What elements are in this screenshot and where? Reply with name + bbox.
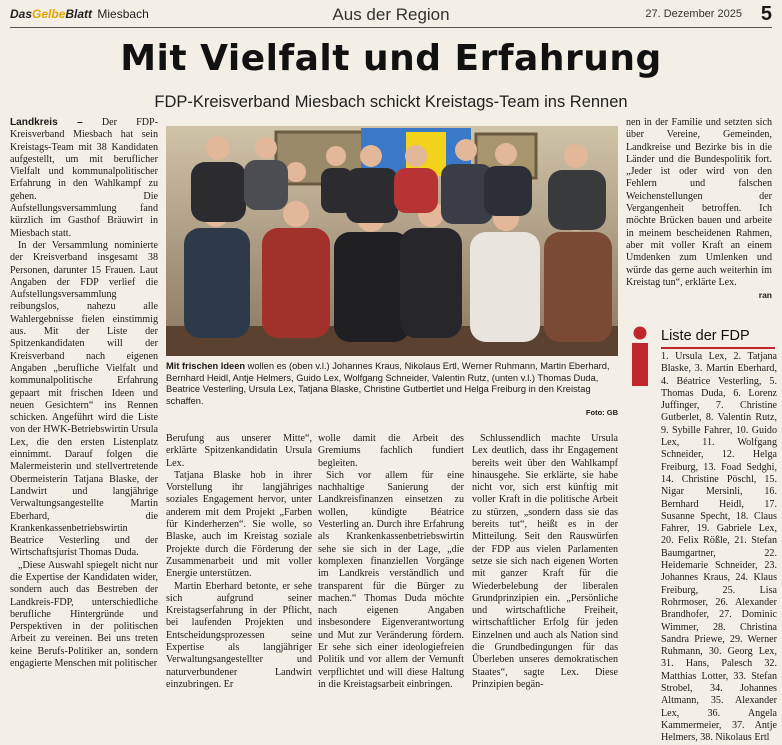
caption-lead: Mit frischen Ideen — [166, 361, 246, 371]
photo-credit: Foto: GB — [585, 407, 618, 417]
info-i-icon — [629, 326, 651, 386]
edition-city: Miesbach — [97, 7, 149, 21]
list-divider — [661, 347, 775, 349]
dateline: Landkreis – — [10, 117, 83, 128]
article-subheadline: FDP-Kreisverband Miesbach schickt Kreistags-Team ins Rennen — [154, 93, 628, 111]
article-column-3: wolle damit die Arbeit des Gremiums fachlich fundiert begleiten. Sich vor allem für eine nachhaltige Sanierung der Landkreisfinanzen einsetzen zu wollen, kündigte Béatrice Vesterling an. Durch ihre Erfahrung als Krankenkassenbetriebswirtin sehe sie sich in der Lage, „die komplexen finanziellen Vorgänge im Landkreis verständlich und transparent für die Bürger zu machen.“ Thomas Duda möchte nach eigenen Angaben insbesondere Eigenverantwortung und Mut zur Veränderung fördern. Er sehe sich einer ideologiefreien Politik und vor allem der Vernunft verpflichtet und will diese Haltung in die Kreistagsarbeit einbringen. — [318, 433, 464, 690]
article-column-2: Berufung aus unserer Mitte“, erklärte Spitzenkandidatin Ursula Lex. Tatjana Blaske hob in ihrer Vorstellung ihr langjähriges soziales Engagement hervor, unter anderem mit dem Projekt „Farben für Kinderherzen“. Sie wolle, so Blaske, auch im Kreistag soziale Projekte durch die Förderung der Zusammenarbeit und mit voller Energie unterstützen. Martin Eberhard betonte, er sehe sich aufgrund seiner Kreistagserfahrung in der Pflicht, bei laufenden Projekten und Entscheidungsprozessen seine Expertise als langjähriger Verwaltungsangestellter und naturverbundener Landwirt einzubringen. Er — [166, 433, 312, 690]
caption-text: wollen es (oben v.l.) Johannes Kraus, Nikolaus Ertl, Werner Ruhmann, Martin Eberhard, Bernhard Heidl, Antje Helmers, Guido Lex, Wolfgang Schneider, Valentin Rutz, (unten v.l.) Thomas Duda, Beatrice Vesterling, Ursula Lex, Tatjana Blaske, Christine Gutbertlet und Helga Freiburg in den Kreistag schaffen. — [166, 361, 610, 406]
newspaper-logo: DasGelbeBlatt Miesbach — [10, 7, 149, 21]
page-number: 5 — [760, 3, 772, 25]
issue-date: 27. Dezember 2025 — [645, 8, 742, 20]
team-photo — [166, 126, 618, 356]
article-headline: Mit Vielfalt und Erfahrung — [120, 38, 662, 79]
author-signature: ran — [758, 290, 772, 301]
photo-caption — [166, 361, 618, 417]
article-column-4: Schlussendlich machte Ursula Lex deutlich, dass ihr Engagement bereits weit über den Wahlkampf hinausgehe. Sie erklärte, sie habe nicht vor, sich erst künftig mit voller Kraft in die politische Arbeit zu stürzen, „sondern dass sie das bereits tut“, heißt es in der Mitteilung. Seit den Rauswürfen der FDP aus vielen Parlamenten setze sie sich nach eigenen Worten mit ganzer Kraft für die Wiederbelebung der liberalen Grundprinzipien ein. „Persönliche und wirtschaftliche Freiheit, wirtschaftlicher Erfolg für jeden Einzelnen und auch als Nation sind die Grundbedingungen für das Überleben unseres demokratischen Staates“, sagte Lex. Diese Prinzipien begän- — [472, 433, 618, 690]
article-column-5: nen in der Familie und setzten sich über Vereine, Gemeinden, Landkreise und Bezirke bis in die Länder und die Bundespolitik fort. „Jeder ist oder wird von den Fehlern und falschen Weichenstellungen der Vergangenheit betroffen. Ich möchte Brücken bauen und arbeite in meinem bescheidenen Rahmen, aber mit voller Kraft an einem Umdenken zum Umlenken und würde das gerne auch weiterhin im Kreistag tun“, erklärte Lex. ran — [626, 117, 772, 301]
section-title: Aus der Region — [332, 5, 450, 24]
list-title: Liste der FDP — [661, 328, 750, 344]
candidate-list: 1. Ursula Lex, 2. Tatjana Blaske, 3. Martin Eberhard, 4. Béatrice Vesterling, 5. Thomas Duda, 6. Lorenz Juffinger, 7. Christine Gutberlet, 8. Valentin Rutz, 9. Sybille Fahrer, 10. Guido Lex, 11. Wolfgang Schneider, 12. Helga Freiburg, 13. Foad Sedghi, 14. Christine Pöschl, 15. Nigar Mersinli, 16. Bernhard Heidl, 17. Susanne Specht, 18. Claus Fahrer, 19. Gabriele Lex, 20. Felix Rößle, 21. Stefan Baumgartner, 22. Heidemarie Schneider, 23. Johannes Kraus, 24. Klaus Freiburg, 25. Lisa Rohrmoser, 26. Alexander Brandhofer, 27. Dominic Wimmer, 28. Christina Sandra Priewe, 29. Werner Ruhmann, 30. Georg Lex, 31. Hans, Palesch 32. Matthias Lotter, 33. Stefan Strobel, 34. Johannes Altmann, 35. Alexander Lex, 36. Angela Kammermeier, 37. Antje Helmers, 38. Nikolaus Ertl — [661, 351, 777, 744]
article-column-1: Landkreis – Der FDP-Kreisverband Miesbach hat sein Kreistags-Team mit 38 Kandidaten aufgestellt, um mit beruflicher Vielfalt und kommunalpolitischer Erfahrung in den Wahlkampf zu gehen. Die Aufstellungsversammlung fand kürzlich im Gasthof Bräuwirt in Miesbach statt. In der Versammlung nominierte der Kreisverband insgesamt 38 Personen, darunter 15 Frauen. Laut Angaben der FDP verlief die Aufstellungsversammlung reibungslos, nahezu alle Wahlergebnisse fielen einstimmig aus. Mit der Liste der Spitzenkandidaten will der Kreisverband nach eigenen Angaben „berufliche Vielfalt und kommunalpolitische Erfahrung gepaart mit frischen Ideen und neuen Gesichtern“ ins Rennen schicken. Angeführt wird die Liste von der HWK-Betriebswirtin Ursula Lex, die den ersten Listenplatz einnimmt. Darauf folgen die Malermeisterin und stellvertretende Obermeisterin Tatjana Blaske, der Landwirt und langjährige Verwaltungsangestellte Martin Eberhard, die Krankenkassenbetriebswirtin Beatrice Vesterling und der Wirtschaftsjurist Thomas Duda. „Diese Auswahl spiegelt nicht nur die Expertise der Kandidaten wider, sondern auch das Bestreben der Landkreis-FDP, unterschiedliche berufliche Hintergründe und Perspektiven in der politischen Arbeit zu vereinen. Bei uns treten keine Berufs-Politiker an, sondern engagierte Menschen mit politischer — [10, 117, 158, 670]
page-header — [10, 4, 772, 28]
